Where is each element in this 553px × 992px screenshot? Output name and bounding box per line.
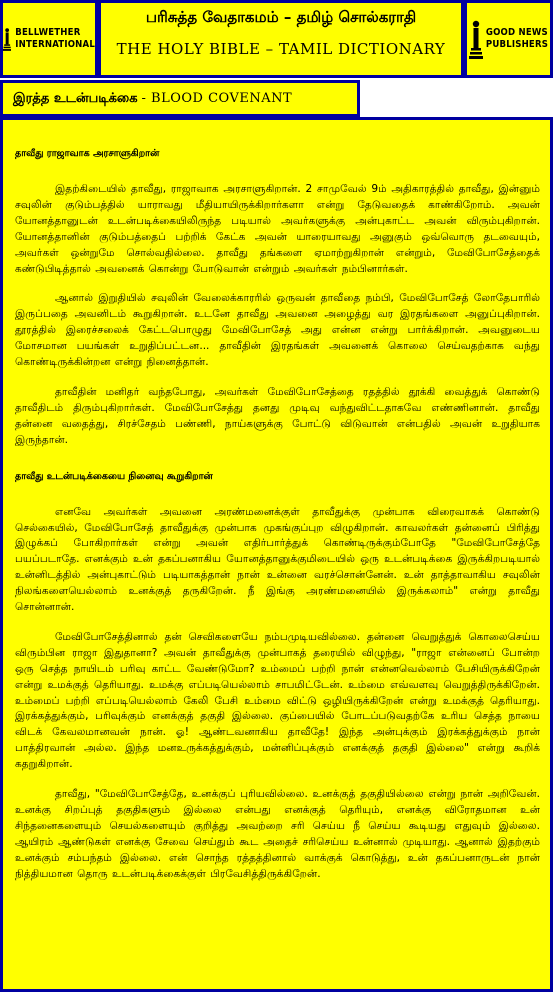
figure-icon [469,19,483,59]
section-heading: தாவீது உடன்படிக்கையை நினைவு கூறுகிறான் [15,470,213,482]
section-title [0,80,360,117]
paragraph: ஆனால் இறுதியில் சவுலின் வேலைக்காரரில் ஒருவன் தாவீதை நம்பி, மேவிபோசேத் லோதேபாரில் இருப்பதை அவனிடம் கூறுகிறான். உடனே தாவீது அவனை அழைத்து வர இரதங்களை அனுப்புகிறான். தூரத்தில் இரைச்சலைக் கேட்டபொழுது மேவிபோசேத் அது என்ன என்று பார்க்கிறான். அவனுடைய மோசமான பயங்கள் உறுதிப்பட்டன... தாவீதின் இரதங்கள் அவனைக் கொலை செய்வதற்காக வந்து கொண்டிருக்கின்றன என்று நினைத்தான். [15,292,540,369]
article-body [0,117,553,992]
title-box [98,0,464,78]
paragraph: இதற்கிடையில் தாவீது, ராஜாவாக அரசாளுகிறான். 2 சாமுவேல் 9ம் அதிகாரத்தில் தாவீது, இன்னும் சவுலின் குடும்பத்தில் யாராவது மீதியாயிருக்கிறார்களா என்று தேடுவதைக் காண்கிறோம். அவன் யோனத்தானுடன் உடன்படிக்கையிலிருந்த படியால் அவர்களுக்கு அன்புகாட்ட அவன் விரும்புகிறான். யோனத்தானின் குடும்பத்தைப் பற்றிக் கேட்க அவன் யாரையாவது அனுகும் ஒவ்வொரு தடவையும், அவர்கள் ஒன்றுமே சொல்வதில்லை. தாவீது தங்களை ஏமாற்றுகிறான் என்றும், மேவிபோசேத்தைக் கண்டுபிடித்தால் அவனைக் கொன்று போடுவான் என்றும் அவர்கள் நம்பினார்கள். [15,183,540,275]
paragraph: தாவீது, "மேவிபோசேத்தே, உனக்குப் புரியவில்லை. உனக்குத் தகுதியில்லை என்று நான் அறிவேன். உனக்கு சிறப்புத் தகுதிகளும் இல்லை என்பது எனக்குத் தெரியும், எனக்கு விரோதமான உன் சிந்தனைகளையும் செயல்களையும் குறித்து அவற்றை சரி செய்ய நீ செய்ய கூடியது எதுவும் இல்லை. ஆயிரம் ஆண்டுகள் எனக்கு சேவை செய்தும் கூட அதைச் சரிசெய்ய உன்னால் முடியாது. ஆனால் இதற்கும் உனக்கும் சம்பந்தம் இல்லை. என் சொந்த ரத்தத்தினால் வாக்குக் கொடுத்து, உன் தகப்பனாருடன் நான் நித்தியமான தொரு உடன்படிக்கைக்குள் பிரவேசித்திருக்கிறேன். [15,788,540,880]
logo-line: GOOD NEWS [485,27,548,38]
logo-line: INTERNATIONAL [15,39,95,50]
logo-line: BELLWETHER [15,27,81,38]
good-news-logo [464,0,553,78]
section-title-tamil: இரத்த உடன்படிக்கை [13,90,138,106]
section-heading: தாவீது ராஜாவாக அரசாளுகிறான் [15,148,160,159]
paragraph: எனவே அவர்கள் அவனை அரண்மனைக்குள் தாவீதுக்கு முன்பாக விரைவாகக் கொண்டு செல்கையில், மேவிபோசேத் தாவீதுக்கு முன்பாக முகங்குப்புற விழுகிறான். காவலர்கள் தன்னைப் பிரித்து இழுக்கப் போகிறார்கள் என்று அவன் எதிர்பார்த்துக் கொண்டிருக்கும்போதே "மேவிபோசேத்தே பயப்படாதே. எனக்கும் உன் தகப்பனாகிய யோனத்தானுக்குமிடையில் ஒரு உடன்படிக்கை இருக்கிறபடியால் உன்னிடத்தில் அன்புகாட்டும் படியாகத்தான் நான் உன்னை வரச்சொன்னேன். உன் தாத்தாவாகிய சவுலின் நிலங்களையெல்லாம் உனக்குத் தருகிறேன். நீ இங்கு அரண்மனையில் இருக்கலாம்" என்று தாவீது சொன்னான். [15,505,540,614]
bellwether-logo [0,0,98,78]
title-english: THE HOLY BIBLE – TAMIL DICTIONARY [116,40,446,58]
section-title-english: - BLOOD COVENANT [141,91,293,106]
paragraph: மேவிபோசேத்தினால் தன் செவிகளையே நம்பமுடியவில்லை. தன்னை வெறுத்துக் கொலைசெய்ய விரும்பின ராஜா இதுதானா? அவன் தாவீதுக்கு முன்பாகத் தரையில் விழுந்து, "ராஜா என்னைப் போன்ற ஒரு செத்த நாயிடம் பரிவு காட்ட வேண்டுமோ? உம்மைப் பற்றி நான் என்னவெல்லாம் பேசியிருக்கிறேன் என்று உமக்குத் தெரியாது. உமக்கு எப்படியெல்லாம் சாபமிட்டேன். உம்மை எவ்வளவு வெறுத்திருக்கிறேன். உம்மைப் பற்றி எப்படியெல்லாம் கேலி பேசி உம்மை விட்டு ஒழியிருக்கிறேன் என்று உமக்குத் தெரியாது. இரக்கத்துக்கும், பரிவுக்கும் எனக்குத் தகுதி இல்லை. குப்பையில் போடப்படுவதற்கே உரிய செத்த நாயை விடக் கேவலமானவன் நான். ஓ! ஆண்டவனாகிய தாவீதே! இந்த அன்புக்கும் இரக்கத்துக்கும் நான் பாத்திரவான் அல்ல. இந்த மனஉருக்கத்துக்கும், மன்னிப்புக்கும் எனக்குத் தகுதி இல்லை" என்று கூறிக் கதறுகிறான். [15,630,540,771]
paragraph: தாவீதின் மனிதர் வந்தபோது, அவர்கள் மேவிபோசேத்தை ரதத்தில் தூக்கி வைத்துக் கொண்டு தாவீதிடம் திரும்புகிறார்கள். மேவிபோசேத்து தனது முடிவு வந்துவிட்டதாகவே எண்ணினான். தாவீது தன்னை வதைத்து, சிரச்சேதம் பண்ணி, நாய்களுக்கு போட்டு விடுவான் என்பதில் அவன் உறுதியாக இருந்தான். [15,385,540,446]
logo-line: PUBLISHERS [485,39,549,50]
title-tamil: பரிசுத்த வேதாகமம் – தமிழ் சொல்கராதி [145,8,417,26]
figure-icon [3,19,11,59]
